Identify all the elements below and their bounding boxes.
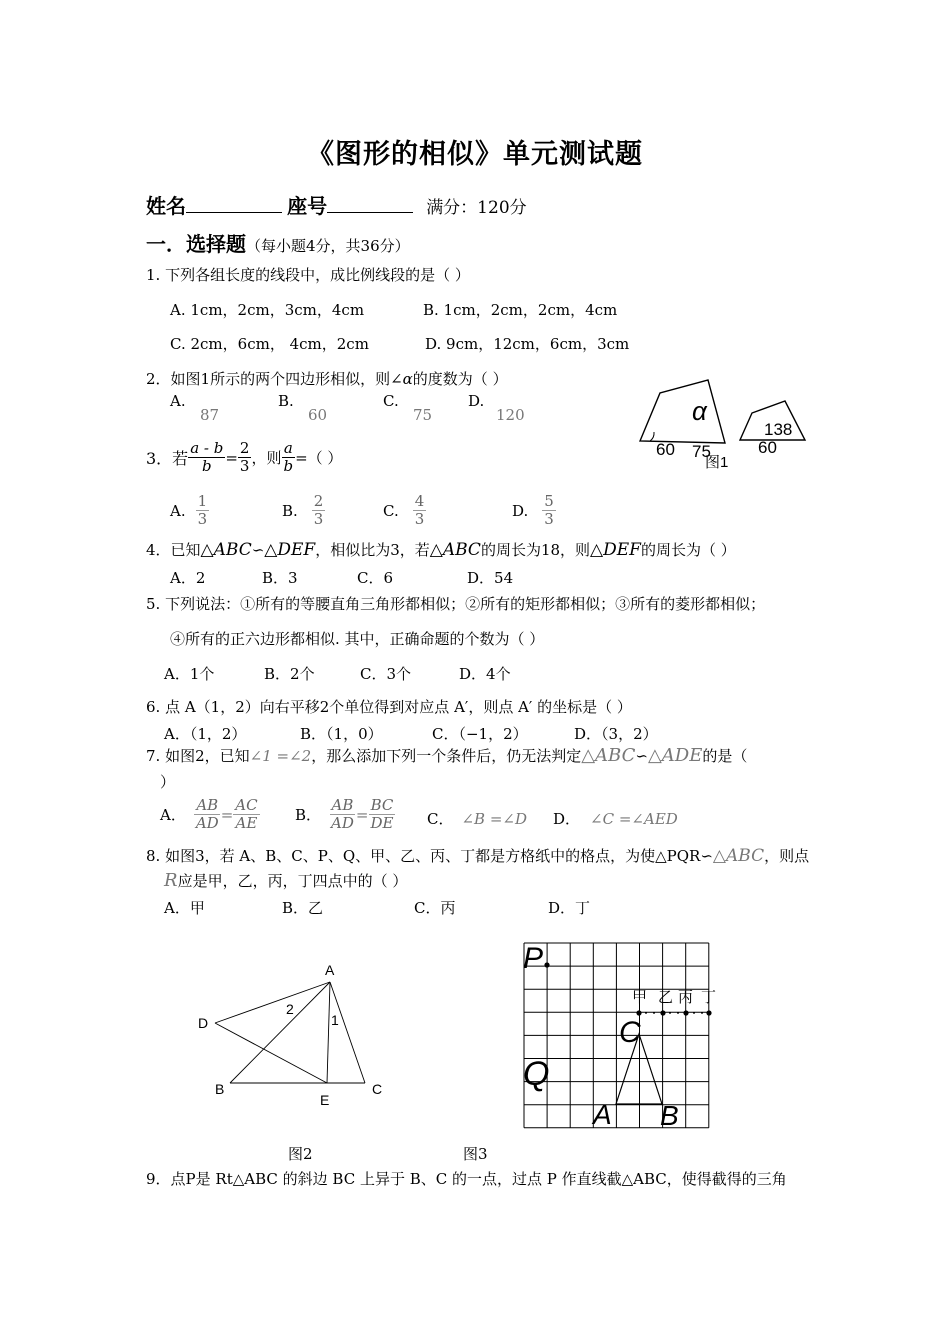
alpha-label: α bbox=[692, 396, 707, 426]
q7-option-a: A． $\frac{AB}{AD}$ = $\frac{AC}{AE}$ bbox=[160, 796, 258, 832]
fig3-label-ding: 丁 bbox=[701, 989, 717, 1006]
q7-stem-line-2: ） bbox=[160, 773, 176, 791]
fig3-point-a: A bbox=[593, 1099, 612, 1130]
q2-option-b-label: B. bbox=[278, 392, 294, 410]
name-blank[interactable] bbox=[186, 194, 282, 213]
name-label: 姓名 bbox=[146, 194, 186, 218]
fig2-angle-2: 2 bbox=[286, 1001, 294, 1017]
q7-option-d: D． ∠C =∠AED bbox=[553, 810, 678, 828]
fig2-point-a: A bbox=[325, 962, 335, 978]
q4-option-b: B．3 bbox=[262, 569, 298, 587]
q6-option-b: B．（1，0） bbox=[300, 725, 383, 743]
q1-option-d: D. 9cm，12cm，6cm，3cm bbox=[425, 335, 630, 353]
fig2-angle-1: 1 bbox=[331, 1012, 339, 1028]
q1-option-c: C. 2cm，6cm， 4cm，2cm bbox=[170, 335, 369, 353]
angle-60-right: 60 bbox=[758, 438, 777, 457]
q3-option-c: C. $\frac{4}{3}$ bbox=[383, 492, 425, 528]
fig2-point-e: E bbox=[320, 1092, 330, 1108]
full-score: 满分：120分 bbox=[426, 198, 527, 218]
q3-frac-1: $\frac{a - b}{b}$ bbox=[190, 439, 224, 475]
q2-option-c-label: C. bbox=[383, 392, 399, 410]
q3-frac-3: $\frac{a}{b}$ bbox=[283, 439, 294, 475]
q4-option-d: D．54 bbox=[467, 569, 514, 587]
q5-option-a: A．1个 bbox=[164, 665, 215, 683]
q4-option-c: C．6 bbox=[357, 569, 394, 587]
q8-option-d: D．丁 bbox=[548, 899, 591, 917]
q9-line-1: 9．点P是 Rt△ABC 的斜边 BC 上异于 B、C 的一点，过点 P 作直线截△ABC，使得截得的三角 bbox=[146, 1170, 787, 1188]
q6-option-c: C．（−1，2） bbox=[432, 725, 528, 743]
fig2-point-d: D bbox=[198, 1015, 209, 1031]
q3-frac-2: $\frac{2}{3}$ bbox=[239, 439, 250, 475]
q1-option-b: B. 1cm，2cm，2cm，4cm bbox=[423, 301, 618, 319]
angle-60-left: 60 bbox=[656, 440, 675, 459]
fig2-point-b: B bbox=[215, 1081, 225, 1097]
q3-option-a: A. $\frac{1}{3}$ bbox=[170, 492, 208, 528]
q3-option-b: B. $\frac{2}{3}$ bbox=[282, 492, 324, 528]
section-heading: 一．选择题（每小题4分，共36分） bbox=[146, 232, 410, 256]
q5-option-b: B．2个 bbox=[264, 665, 315, 683]
q1-stem: 1. 下列各组长度的线段中，成比例线段的是（ ） bbox=[146, 266, 470, 284]
figure-3 bbox=[515, 935, 720, 1135]
q5-line-1: 5. 下列说法：①所有的等腰直角三角形都相似；②所有的矩形都相似；③所有的菱形都相似； bbox=[146, 595, 766, 613]
q5-option-c: C．3个 bbox=[360, 665, 412, 683]
q6-stem: 6. 点 A（1，2）向右平移2个单位得到对应点 A′，则点 A′ 的坐标是（ ） bbox=[146, 698, 632, 716]
fig3-point-yi-dot bbox=[660, 1010, 665, 1015]
q7-option-c: C． ∠B =∠D bbox=[427, 810, 528, 828]
fig3-point-p-dot bbox=[544, 962, 549, 967]
q2-option-b-value: 60 bbox=[308, 406, 328, 424]
q4-stem: 4．已知△ABC∽△DEF，相似比为3，若△ABC的周长为18，则△DEF的周长为（ ） bbox=[146, 540, 736, 560]
figure-1 bbox=[630, 375, 815, 470]
fig3-grid bbox=[524, 943, 709, 1128]
q8-line-2: R应是甲，乙，丙，丁四点中的（ ） bbox=[164, 870, 408, 891]
q4-option-a: A．2 bbox=[170, 569, 206, 587]
figure-2 bbox=[190, 955, 400, 1115]
q6-option-a: A．（1，2） bbox=[164, 725, 247, 743]
q2-option-a-value: 87 bbox=[200, 406, 220, 424]
fig3-label-bing: 丙 bbox=[678, 989, 694, 1006]
arc-60-left bbox=[650, 432, 654, 441]
fig3-point-c: C bbox=[619, 1016, 641, 1049]
q7-stem: 7. 如图2，已知∠1 =∠2，那么添加下列一个条件后，仍无法判定△ABC∽△ADE的是（ bbox=[146, 745, 748, 766]
q5-option-d: D．4个 bbox=[459, 665, 511, 683]
q2-option-a-label: A. bbox=[170, 392, 186, 410]
figure-2-caption: 图2 bbox=[288, 1145, 313, 1163]
angle-138-right: 138 bbox=[764, 420, 793, 439]
q8-line-1: 8. 如图3，若 A、B、C、P、Q、甲、乙、丙、丁都是方格纸中的格点，为使△PQR∽△ABC，则点 bbox=[146, 846, 810, 866]
figure-3-caption: 图3 bbox=[463, 1145, 488, 1163]
quadrilateral-left bbox=[640, 380, 725, 443]
angle-75-left: 75 bbox=[692, 442, 711, 461]
fig3-label-yi: 乙 bbox=[658, 989, 674, 1006]
q1-option-a: A. 1cm，2cm，3cm，4cm bbox=[170, 301, 365, 319]
fig3-label-jia: 甲 bbox=[632, 989, 648, 1006]
q8-option-b: B．乙 bbox=[282, 899, 324, 917]
q7-option-b: B． $\frac{AB}{AD}$ = $\frac{BC}{DE}$ bbox=[295, 796, 394, 832]
fig3-point-jia-dot bbox=[636, 1010, 641, 1015]
q2-option-d-label: D. bbox=[468, 392, 485, 410]
q8-option-c: C．丙 bbox=[414, 899, 456, 917]
student-info-line bbox=[146, 190, 527, 219]
q5-line-2: ④所有的正六边形都相似. 其中，正确命题的个数为（ ） bbox=[170, 630, 545, 648]
fig3-point-bing-dot bbox=[683, 1010, 688, 1015]
q6-option-d: D．（3，2） bbox=[574, 725, 658, 743]
q8-option-a: A．甲 bbox=[164, 899, 205, 917]
page-title: 《图形的相似》单元测试题 bbox=[307, 139, 643, 170]
figure-1-caption: 图1 bbox=[705, 454, 729, 470]
fig3-point-ding-dot bbox=[706, 1010, 711, 1015]
q3-stem: 3．若 $\frac{a - b}{b}$ = $\frac{2}{3}$ ，则 $\frac{a}{b}$ =（ ） bbox=[146, 439, 343, 475]
q3-option-d: D. $\frac{5}{3}$ bbox=[512, 492, 554, 528]
fig3-point-q: Q bbox=[523, 1055, 550, 1093]
fig3-point-b: B bbox=[660, 1100, 679, 1131]
seat-blank[interactable] bbox=[327, 194, 413, 213]
q2-option-d-value: 120 bbox=[496, 406, 525, 424]
fig2-point-c: C bbox=[372, 1081, 383, 1097]
fig3-point-p: P bbox=[523, 942, 544, 975]
q2-stem: 2．如图1所示的两个四边形相似，则∠α的度数为（ ） bbox=[146, 370, 508, 388]
seat-label: 座号 bbox=[287, 194, 328, 218]
q2-option-c-value: 75 bbox=[413, 406, 433, 424]
